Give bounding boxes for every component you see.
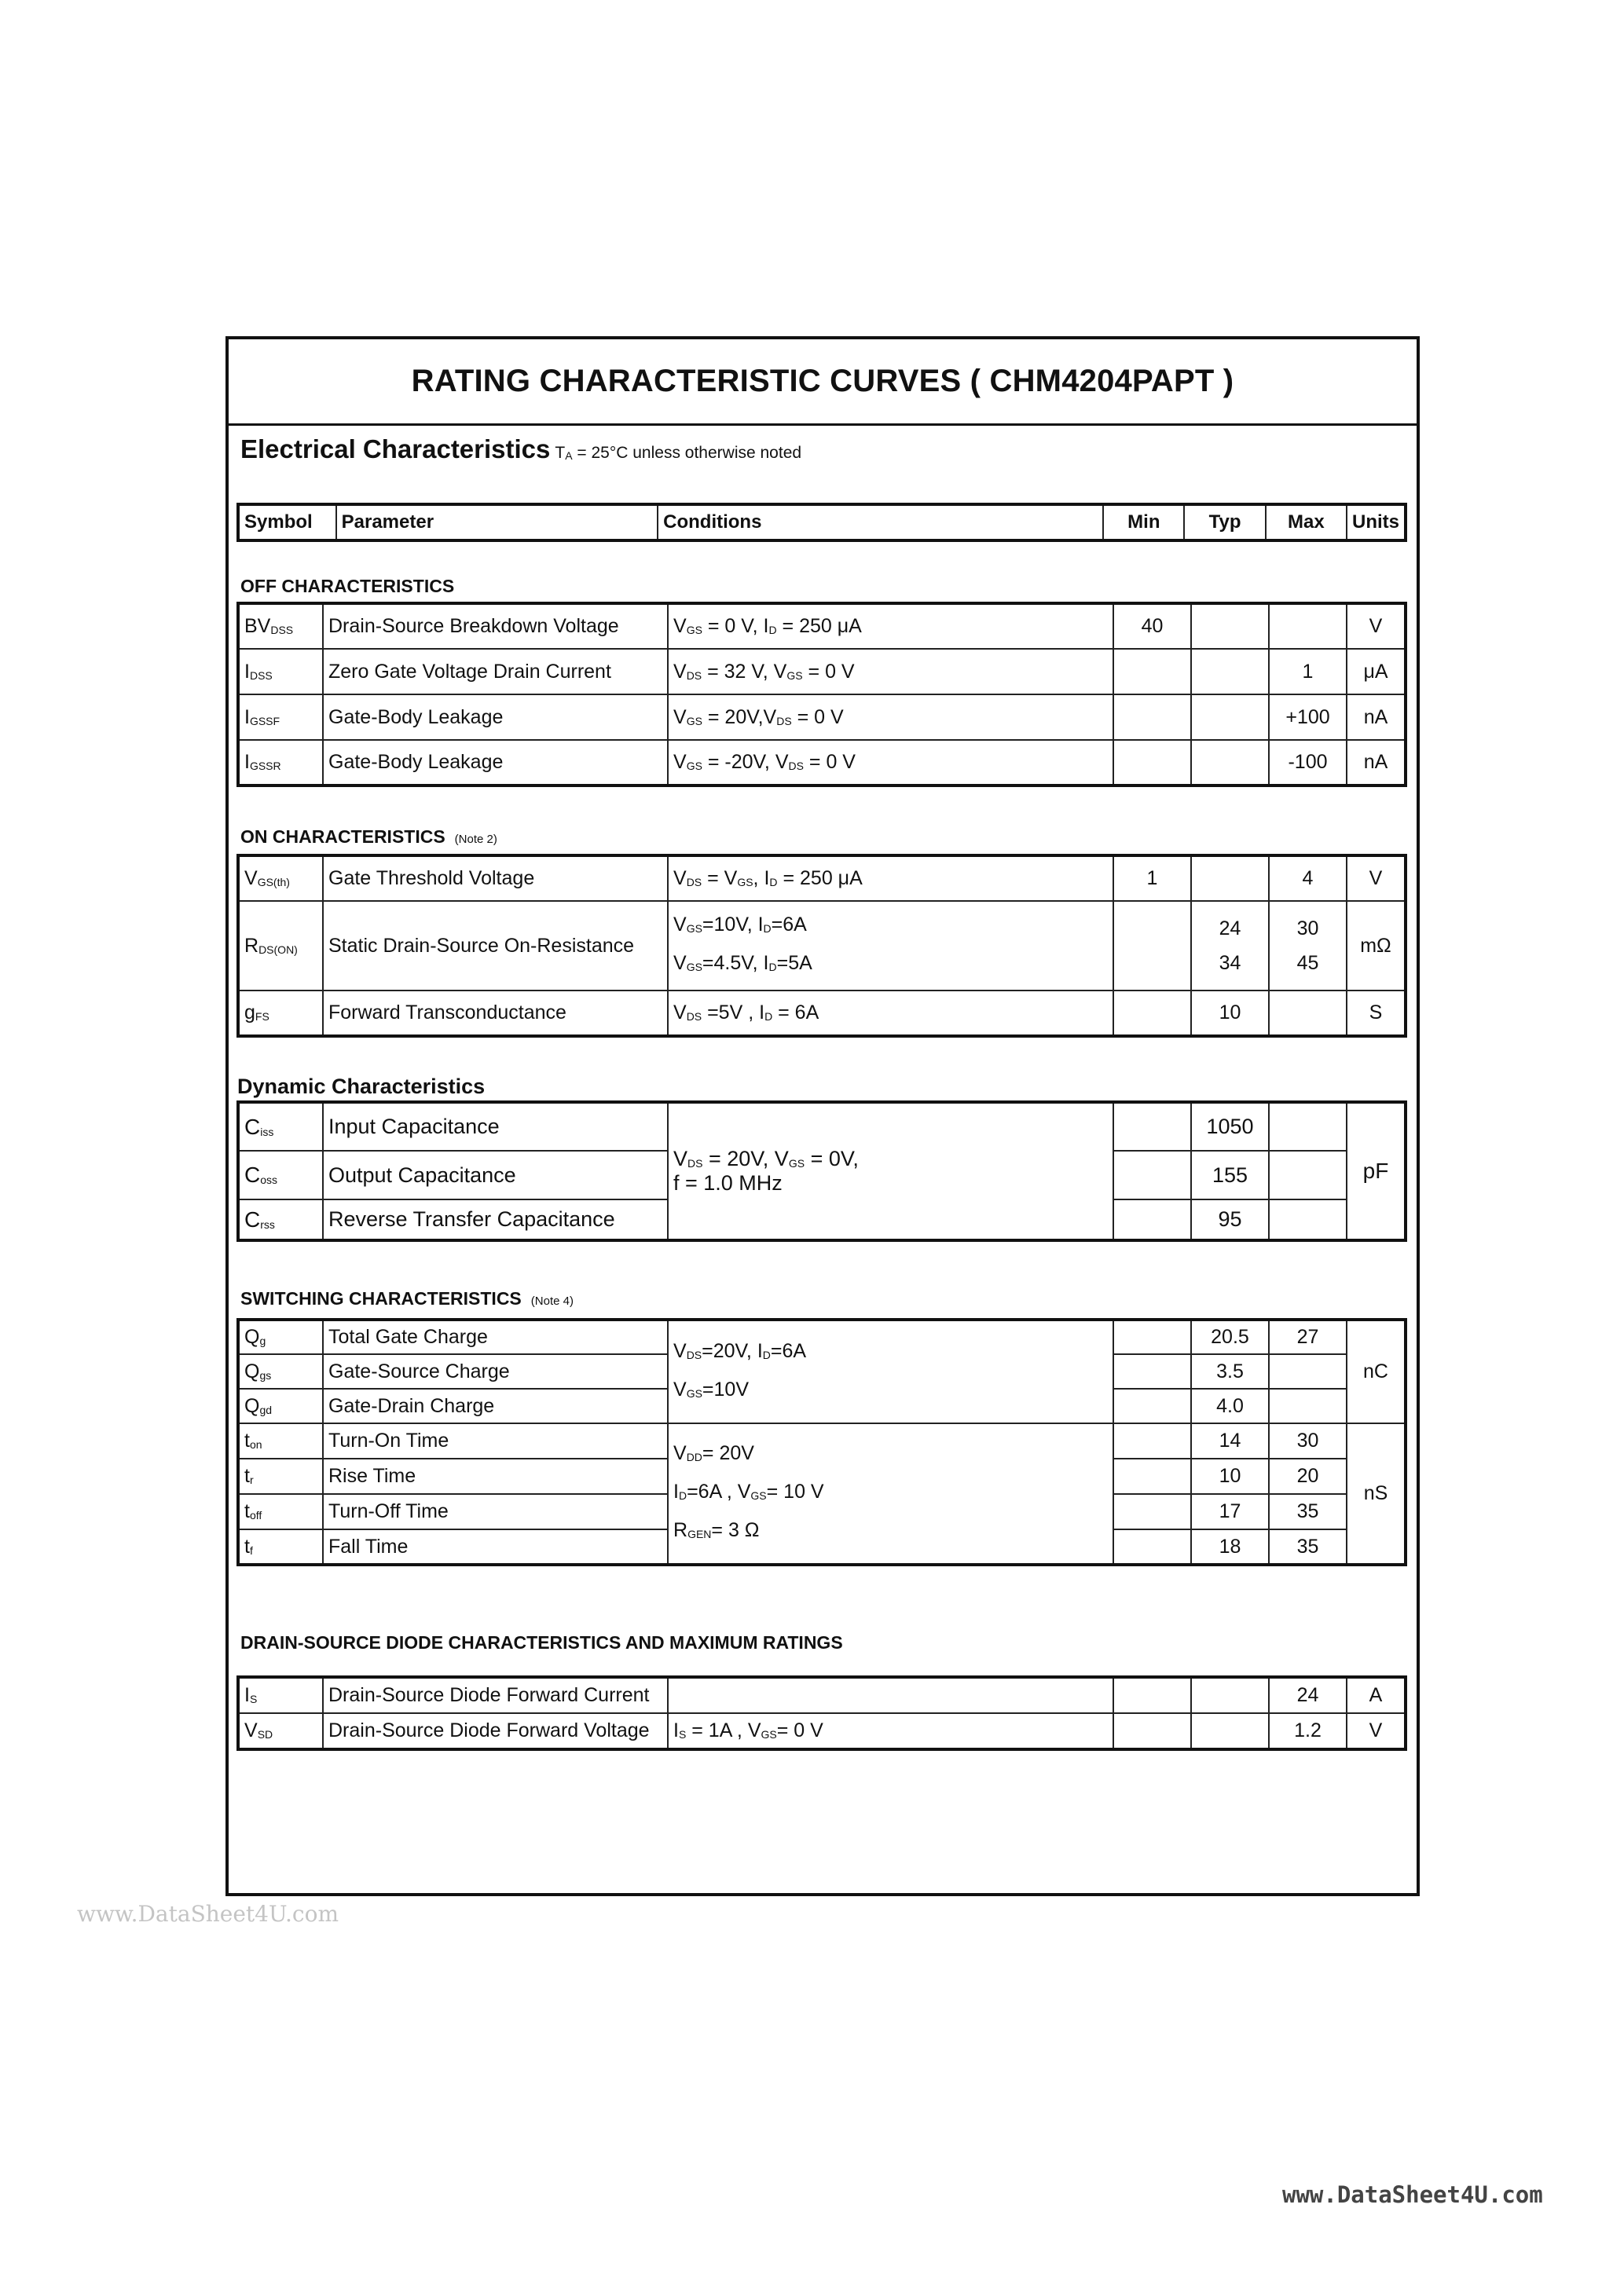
min-cell [1113,1151,1191,1199]
min-cell [1113,991,1191,1036]
param-cell: Total Gate Charge [323,1320,668,1354]
unit-cell: μA [1347,649,1406,694]
table-row [238,603,1406,649]
typ-cell: 1050 [1191,1102,1269,1151]
col-conditions: Conditions [658,504,1103,540]
off-table [236,602,1407,787]
symbol-cell: $t_{on}$ [238,1423,323,1459]
on-heading: ON CHARACTERISTICS (Note 2) [240,826,497,847]
max-cell [1269,1199,1347,1240]
typ-cell: 18 [1191,1529,1269,1565]
param-cell: Drain-Source Diode Forward Current [323,1677,668,1713]
param-cell: Turn-On Time [323,1423,668,1459]
unit-cell: A [1347,1677,1406,1713]
symbol-cell: $I_{GSSF}$ [238,694,323,740]
col-symbol: Symbol [238,504,336,540]
min-cell [1113,1354,1191,1389]
max-cell: 30 [1269,1423,1347,1459]
typ-cell [1191,740,1269,785]
unit-cell: nA [1347,740,1406,785]
max-cell [1269,991,1347,1036]
max-cell: 35 [1269,1529,1347,1565]
max-cell [1269,1389,1347,1423]
ec-heading [240,434,801,464]
symbol-cell: $C_{iss}$ [238,1102,323,1151]
symbol-cell: $BV_{DSS}$ [238,603,323,649]
table-row [238,1677,1406,1713]
symbol-cell: $R_{DS(ON)}$ [238,901,323,991]
typ-cell [1191,603,1269,649]
symbol-cell: $I_{DSS}$ [238,649,323,694]
max-cell [1269,1354,1347,1389]
min-cell: 40 [1113,603,1191,649]
table-row [238,1713,1406,1749]
max-cell: 35 [1269,1494,1347,1529]
sw-table [236,1318,1407,1566]
symbol-cell: $t_f$ [238,1529,323,1565]
unit-cell: V [1347,855,1406,901]
param-cell: Gate-Source Charge [323,1354,668,1389]
typ-cell: 4.0 [1191,1389,1269,1423]
min-cell [1113,1102,1191,1151]
typ-cell [1191,1713,1269,1749]
watermark-left: www.DataSheet4U.com [77,1901,339,1927]
max-cell: 1.2 [1269,1713,1347,1749]
symbol-cell: $Q_g$ [238,1320,323,1354]
min-cell [1113,1494,1191,1529]
max-cell: 24 [1269,1677,1347,1713]
symbol-cell: $V_{SD}$ [238,1713,323,1749]
max-cell: 27 [1269,1320,1347,1354]
max-cell: -100 [1269,740,1347,785]
typ-cell [1191,855,1269,901]
symbol-cell: $t_{off}$ [238,1494,323,1529]
typ-cell [1191,649,1269,694]
max-cell: +100 [1269,694,1347,740]
param-cell: Fall Time [323,1529,668,1565]
cond-cell: $V_{GS} = 20V,V_{DS} = 0$ V [668,694,1113,740]
unit-cell: pF [1347,1102,1406,1240]
min-cell [1113,1677,1191,1713]
cond-cell: $V_{DD}= 20V$ $I_D=6A$ , $V_{GS}= 10$ V $R_{GEN}= 3$ Ω [668,1423,1113,1565]
cond-cell: $V_{GS} = -20V$, $V_{DS} = 0$ V [668,740,1113,785]
typ-cell: 14 [1191,1423,1269,1459]
sw-heading: SWITCHING CHARACTERISTICS (Note 4) [240,1288,574,1309]
min-cell [1113,740,1191,785]
max-cell: 4 [1269,855,1347,901]
typ-cell: 10 [1191,1459,1269,1494]
min-cell [1113,1389,1191,1423]
typ-cell: 17 [1191,1494,1269,1529]
min-cell [1113,1199,1191,1240]
typ-cell: 10 [1191,991,1269,1036]
typ-cell [1191,694,1269,740]
min-cell [1113,1713,1191,1749]
param-cell: Zero Gate Voltage Drain Current [323,649,668,694]
max-cell: 20 [1269,1459,1347,1494]
typ-cell [1191,1677,1269,1713]
symbol-cell: $Q_{gd}$ [238,1389,323,1423]
max-cell [1269,1102,1347,1151]
max-cell [1269,1151,1347,1199]
table-row [238,991,1406,1036]
symbol-cell: $C_{oss}$ [238,1151,323,1199]
min-cell [1113,1529,1191,1565]
diode-table [236,1675,1407,1751]
min-cell [1113,901,1191,991]
dyn-heading: Dynamic Characteristics [237,1075,486,1098]
param-cell: Gate-Drain Charge [323,1389,668,1423]
unit-cell: S [1347,991,1406,1036]
typ-cell: 3.5 [1191,1354,1269,1389]
typ-cell: 155 [1191,1151,1269,1199]
min-cell: 1 [1113,855,1191,901]
diode-heading: DRAIN-SOURCE DIODE CHARACTERISTICS AND MAXIMUM RATINGS [240,1632,843,1653]
col-parameter: Parameter [336,504,658,540]
symbol-cell: $Q_{gs}$ [238,1354,323,1389]
table-row [238,901,1406,991]
unit-cell: V [1347,603,1406,649]
param-cell: Static Drain-Source On-Resistance [323,901,668,991]
max-cell [1269,603,1347,649]
cond-cell: $V_{DS} =5V$ , $I_D = 6A$ [668,991,1113,1036]
off-heading: OFF CHARACTERISTICS [240,576,455,596]
table-row [238,1423,1406,1459]
table-row [238,649,1406,694]
table-row [238,855,1406,901]
min-cell [1113,694,1191,740]
param-cell: Gate Threshold Voltage [323,855,668,901]
param-cell: Input Capacitance [323,1102,668,1151]
col-min: Min [1103,504,1184,540]
param-cell: Rise Time [323,1459,668,1494]
unit-cell: nS [1347,1423,1406,1565]
param-cell: Gate-Body Leakage [323,694,668,740]
dyn-table [236,1100,1407,1242]
symbol-cell: $C_{rss}$ [238,1199,323,1240]
unit-cell: mΩ [1347,901,1406,991]
min-cell [1113,649,1191,694]
table-row [238,694,1406,740]
header-table [236,503,1407,542]
typ-cell: 24 34 [1191,901,1269,991]
cond-cell: $V_{DS} = 32$ V, $V_{GS} = 0$ V [668,649,1113,694]
table-row [238,1320,1406,1354]
symbol-cell: $g_{FS}$ [238,991,323,1036]
col-max: Max [1266,504,1347,540]
cond-cell: $V_{DS}=20V$, $I_D=6A$ $V_{GS}=10V$ [668,1320,1113,1423]
page-title: RATING CHARACTERISTIC CURVES ( CHM4204PAPT ) [411,364,1234,398]
ec-condition: $T_A = 25^\circ C$ unless otherwise noted [555,444,802,462]
table-row [238,1102,1406,1151]
title-bar [229,339,1417,426]
col-typ: Typ [1184,504,1265,540]
min-cell [1113,1459,1191,1494]
cond-cell: $V_{GS}=10V$, $I_D=6A$ $V_{GS}=4.5V$, $I_D=5A$ [668,901,1113,991]
unit-cell: V [1347,1713,1406,1749]
symbol-cell: $I_S$ [238,1677,323,1713]
table-row [238,740,1406,785]
watermark-right: www.DataSheet4U.com [1282,2181,1543,2208]
param-cell: Forward Transconductance [323,991,668,1036]
ec-title: Electrical Characteristics [240,434,551,463]
typ-cell: 95 [1191,1199,1269,1240]
param-cell: Turn-Off Time [323,1494,668,1529]
param-cell: Drain-Source Breakdown Voltage [323,603,668,649]
col-units: Units [1347,504,1406,540]
min-cell [1113,1320,1191,1354]
cond-cell: $V_{DS} = 20V$, $V_{GS} = 0V$, f = 1.0 MHz [668,1102,1113,1240]
symbol-cell: $t_r$ [238,1459,323,1494]
max-cell: 30 45 [1269,901,1347,991]
cond-cell: $V_{GS} = 0$ V, $I_D = 250$ μA [668,603,1113,649]
on-table [236,854,1407,1038]
param-cell: Output Capacitance [323,1151,668,1199]
min-cell [1113,1423,1191,1459]
param-cell: Gate-Body Leakage [323,740,668,785]
cond-cell: $I_S = 1A$ , $V_{GS}= 0$ V [668,1713,1113,1749]
max-cell: 1 [1269,649,1347,694]
param-cell: Reverse Transfer Capacitance [323,1199,668,1240]
cond-cell [668,1677,1113,1713]
symbol-cell: $V_{GS(th)}$ [238,855,323,901]
typ-cell: 20.5 [1191,1320,1269,1354]
unit-cell: nC [1347,1320,1406,1423]
symbol-cell: $I_{GSSR}$ [238,740,323,785]
param-cell: Drain-Source Diode Forward Voltage [323,1713,668,1749]
unit-cell: nA [1347,694,1406,740]
cond-cell: $V_{DS} = V_{GS}$, $I_D = 250$ μA [668,855,1113,901]
